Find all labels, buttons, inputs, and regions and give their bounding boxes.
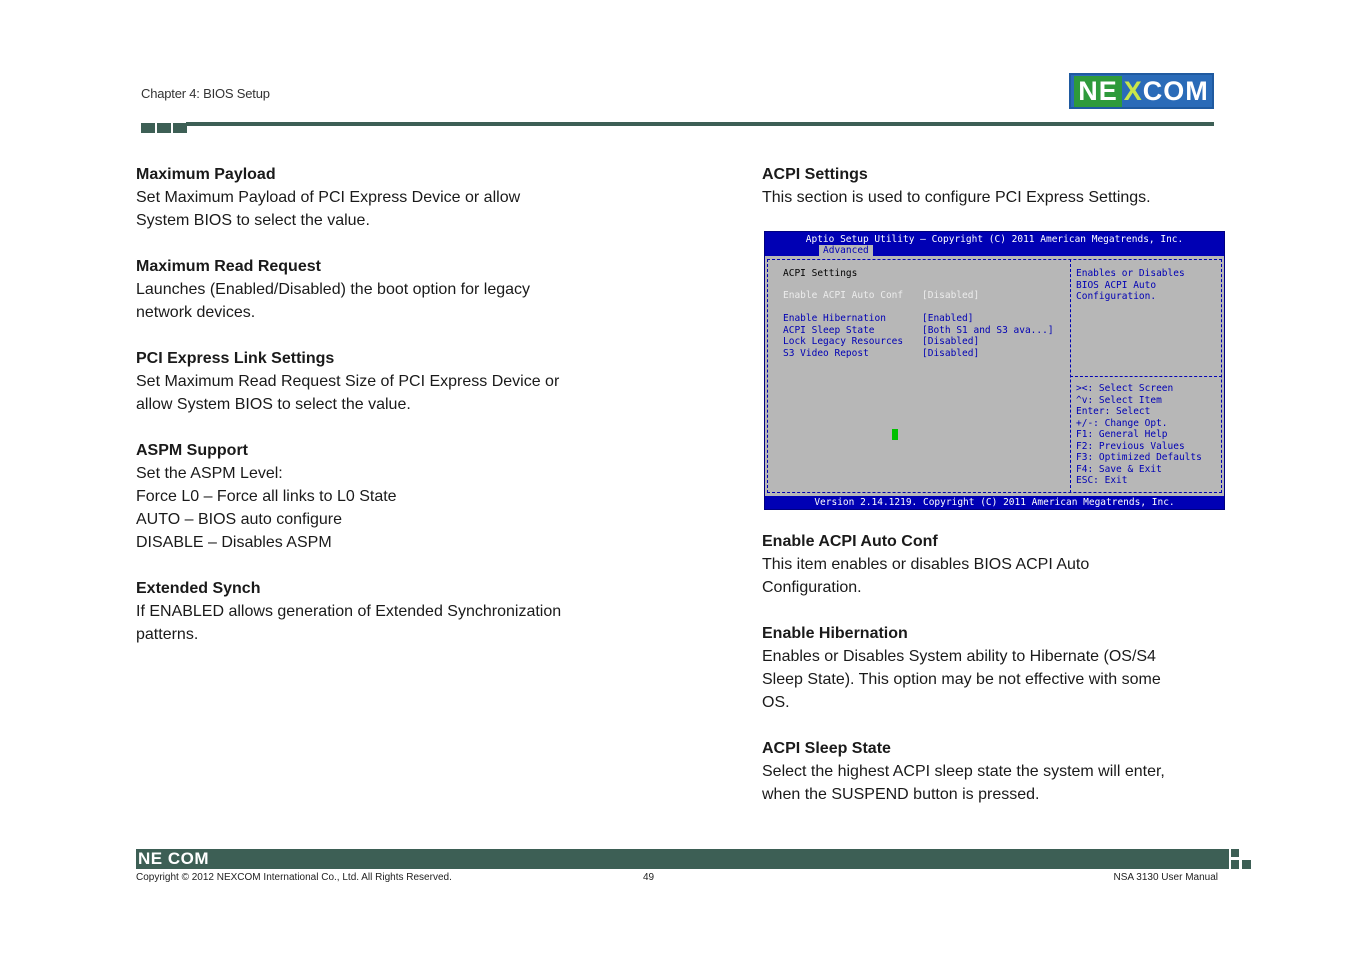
header-rule xyxy=(186,122,1214,126)
section-enable-hibernation xyxy=(762,622,1222,714)
bios-option-label: Enable ACPI Auto Conf xyxy=(783,290,904,301)
section-title: Enable Hibernation xyxy=(762,625,908,642)
bios-option-label: Enable Hibernation xyxy=(783,313,886,324)
left-column xyxy=(136,163,586,669)
section-line: patterns. xyxy=(136,626,199,643)
bios-help-line: Enables or Disables xyxy=(1076,268,1185,279)
bios-cursor xyxy=(892,429,898,440)
section-title: Extended Synch xyxy=(136,580,261,597)
section-line: Force L0 – Force all links to L0 State xyxy=(136,488,397,505)
section-line: AUTO – BIOS auto configure xyxy=(136,511,343,528)
nexcom-logo xyxy=(1069,73,1214,109)
bios-title-bar xyxy=(765,232,1224,256)
section-line: OS. xyxy=(762,694,790,711)
bios-option-value: [Disabled] xyxy=(922,290,980,301)
section-line: Enables or Disables System ability to Hibernate (OS/S4 xyxy=(762,648,1156,665)
bios-option-value: [Both S1 and S3 ava...] xyxy=(922,324,1054,336)
section-line: System BIOS to select the value. xyxy=(136,212,370,229)
bios-option-label: Lock Legacy Resources xyxy=(783,336,904,347)
bios-screenshot xyxy=(764,231,1225,510)
bios-key-line: ^v: Select Item xyxy=(1076,394,1162,406)
chapter-title: Chapter 4: BIOS Setup xyxy=(141,86,270,101)
logo-ne: NE xyxy=(1074,76,1122,107)
bios-page-title: ACPI Settings xyxy=(783,268,858,279)
section-maximum-read-request xyxy=(136,255,586,324)
section-title: ACPI Sleep State xyxy=(762,740,891,757)
section-line: If ENABLED allows generation of Extended Synchronization xyxy=(136,603,562,620)
section-title: Enable ACPI Auto Conf xyxy=(762,533,938,550)
section-title: PCI Express Link Settings xyxy=(136,350,335,367)
section-line: Sleep State). This option may be not effective with some xyxy=(762,671,1161,688)
footer-square xyxy=(1231,849,1239,857)
section-title: ACPI Settings xyxy=(762,166,868,183)
bios-key-line: F2: Previous Values xyxy=(1076,440,1185,452)
footer-logo: NE COM xyxy=(138,849,209,868)
logo-com: COM xyxy=(1142,75,1209,106)
footer-copyright: Copyright © 2012 NEXCOM International Co., Ltd. All Rights Reserved. xyxy=(136,872,452,883)
bios-option-label: S3 Video Repost xyxy=(783,347,869,359)
section-line: Set Maximum Payload of PCI Express Device or allow xyxy=(136,189,521,206)
bios-help-line: Configuration. xyxy=(1076,291,1157,302)
section-title: ASPM Support xyxy=(136,442,248,459)
bios-option-value: [Enabled] xyxy=(922,313,974,324)
bios-title: Aptio Setup Utility – Copyright (C) 2011 American Megatrends, Inc. xyxy=(805,234,1184,245)
section-line: This section is used to configure PCI Express Settings. xyxy=(762,189,1151,206)
footer-bar xyxy=(136,849,1229,869)
logo-x: X xyxy=(1123,75,1143,106)
header-squares xyxy=(141,123,187,133)
bios-help-divider xyxy=(1070,376,1222,377)
bios-tab-advanced[interactable]: Advanced xyxy=(819,245,873,256)
bios-option-sleep-state[interactable] xyxy=(783,325,1054,337)
bios-help-line: BIOS ACPI Auto xyxy=(1076,279,1157,291)
bios-key-line: Enter: Select xyxy=(1076,406,1151,417)
bios-key-line: F1: General Help xyxy=(1076,429,1168,440)
bios-key-line: F3: Optimized Defaults xyxy=(1076,452,1202,463)
footer-square xyxy=(1242,860,1251,869)
bios-option-value: [Disabled] xyxy=(922,336,980,347)
manual-name: NSA 3130 User Manual xyxy=(1113,872,1218,883)
bios-key-legend xyxy=(1076,383,1202,487)
bios-key-line: ><: Select Screen xyxy=(1076,383,1174,394)
section-maximum-payload xyxy=(136,163,586,232)
bios-spacer xyxy=(783,302,1054,314)
bios-help-text xyxy=(1076,268,1185,303)
section-enable-acpi-auto-conf xyxy=(762,530,1222,599)
section-line: This item enables or disables BIOS ACPI Auto xyxy=(762,556,1090,573)
bios-version-bar: Version 2.14.1219. Copyright (C) 2011 American Megatrends, Inc. xyxy=(765,496,1224,509)
section-title: Maximum Payload xyxy=(136,166,276,183)
section-acpi-sleep-state xyxy=(762,737,1222,806)
section-line: Set the ASPM Level: xyxy=(136,465,283,482)
bios-option-list xyxy=(783,290,1054,359)
right-column-details xyxy=(762,530,1222,829)
bios-option-lock-legacy[interactable] xyxy=(783,336,1054,348)
section-extended-synch xyxy=(136,577,586,646)
section-pci-express-link-settings xyxy=(136,347,586,416)
bios-key-line: ESC: Exit xyxy=(1076,475,1128,486)
bios-option-value: [Disabled] xyxy=(922,347,980,359)
section-title: Maximum Read Request xyxy=(136,258,321,275)
section-line: DISABLE – Disables ASPM xyxy=(136,534,332,551)
section-line: when the SUSPEND button is pressed. xyxy=(762,786,1040,803)
bios-key-line: +/-: Change Opt. xyxy=(1076,417,1168,429)
section-line: allow System BIOS to select the value. xyxy=(136,396,411,413)
right-column xyxy=(762,163,1222,232)
bios-option-hibernation[interactable] xyxy=(783,313,1054,325)
bios-option-label: ACPI Sleep State xyxy=(783,324,875,336)
page-number: 49 xyxy=(643,872,655,883)
section-acpi-settings xyxy=(762,163,1222,209)
footer-square xyxy=(1231,860,1239,869)
bios-option-acpi-auto-conf[interactable] xyxy=(783,290,1054,302)
section-line: Launches (Enabled/Disabled) the boot option for legacy xyxy=(136,281,531,298)
section-line: Select the highest ACPI sleep state the system will enter, xyxy=(762,763,1165,780)
bios-key-line: F4: Save & Exit xyxy=(1076,463,1162,475)
section-line: Set Maximum Read Request Size of PCI Express Device or xyxy=(136,373,560,390)
bios-option-s3-video-repost[interactable] xyxy=(783,348,1054,360)
section-line: network devices. xyxy=(136,304,256,321)
section-line: Configuration. xyxy=(762,579,862,596)
section-aspm-support xyxy=(136,439,586,554)
